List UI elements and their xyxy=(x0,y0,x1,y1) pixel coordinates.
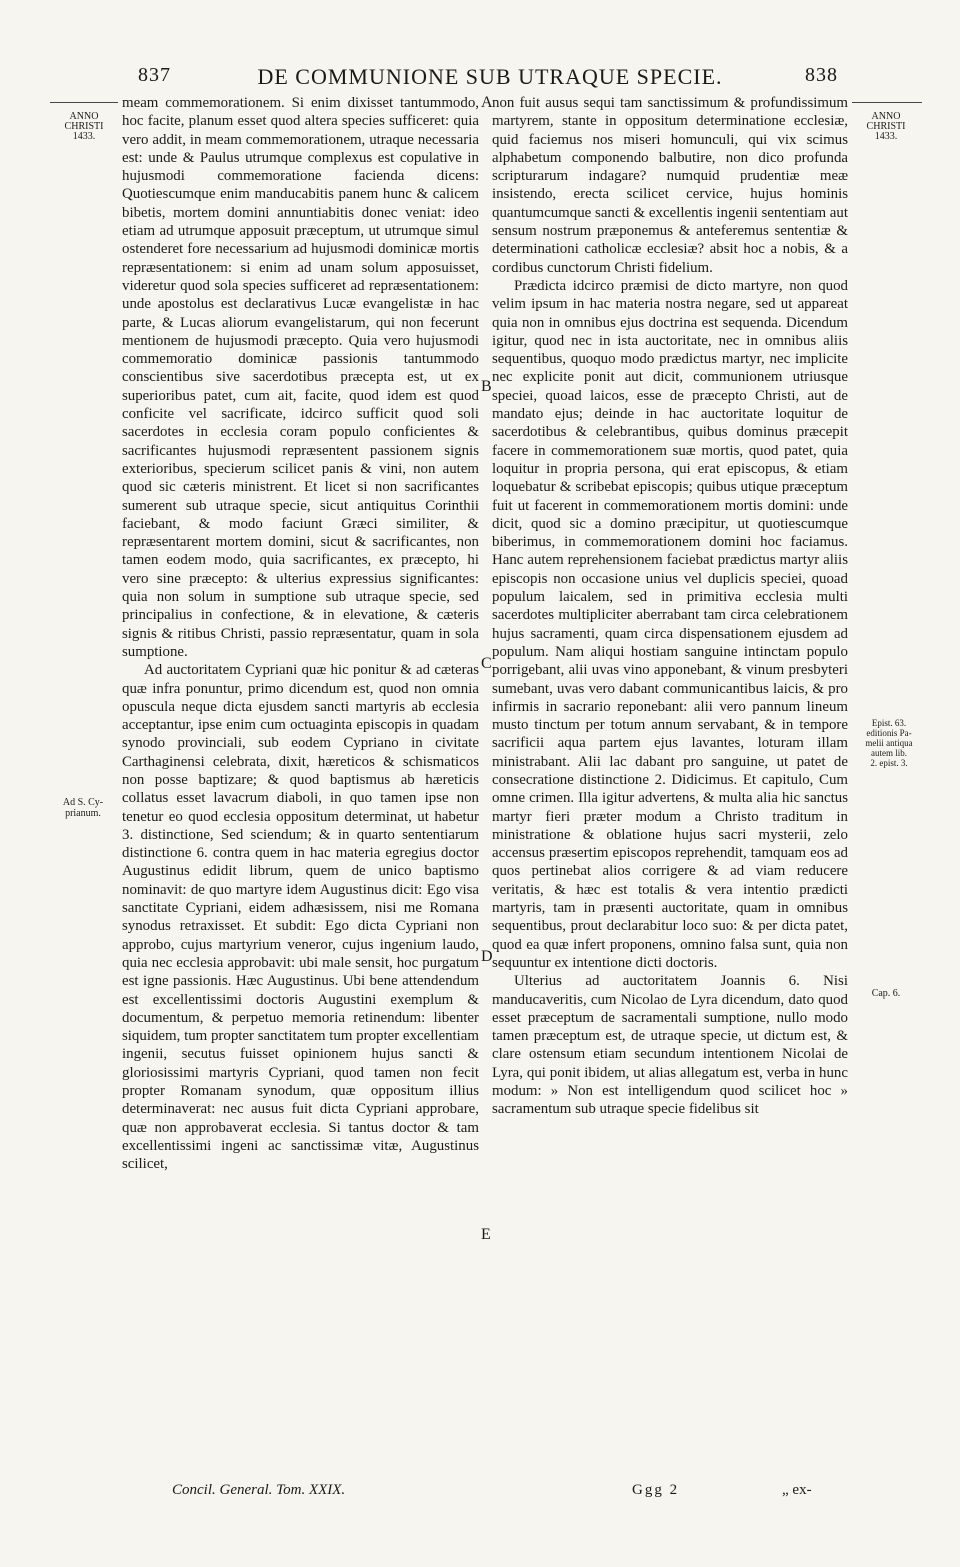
running-header xyxy=(130,64,850,90)
margin-note-line: Epist. 63. xyxy=(871,718,907,728)
anno-year: 1433. xyxy=(874,131,898,142)
section-mark-c: C xyxy=(481,655,492,672)
anno-christi-left xyxy=(56,112,112,142)
anno-year: 1433. xyxy=(72,131,96,142)
margin-note-cyprianum xyxy=(48,797,118,819)
paragraph: Prædicta idcirco præmisi de dicto martyre, non quod velim ipsum in hac materia nostra negare, sed ut appareat quia non in omnibus ejus doctrina est sequenda. Dicendum igitur, quod nec in ista auctoritate, nec in omnibus aliis sequentibus, quoquo modo prædictus martyr, nec implicite nec explicite ponit aut dicit, communionem utriusque speciei, quoad laicos, esse de præcepto Christi, aut de mandato ejus; deinde in hac auctoritate loquitur de sacerdotibus & celebrantibus, quibus dominus præcepit facere in commemorationem suæ mortis, quod patet, quia loquitur in propria persona, qui erat episcopus, & etiam loquebatur & scribebat episcopis; quibus utique præceptum fuit ut facerent in commemorationem mortis domini: unde dicit, quod sic a domino præcipitur, ut quotiescumque biberimus, in commemorationem domini hoc faciamus. Hanc autem reprehensionem faciebat prædictus martyr aliis episcopis non occasione unius vel duplicis speciei, quoad populum laicalem, sed in primitiva ecclesia multi sacerdotes multipliciter aberrabant tam circa celebrationem hujus sacramenti, quam circa dispensationem ejusdem ad populum. Nam aliqui hostiam sanguine intinctam populo porrigebant, alii uvas vino apponebant, & vinum presbyteri sumebant, uvas vero dabant communicantibus laicis, & pro infirmis in sacrario reponebant: alii vero pannum lineum musto tinctum per totum annum servabant, & in tempore sacrificii aqua partem ejus lavantes, loturam illam ministrabant. Alii lac dabant pro sanguine, ut patet de consecratione distinctione 2. Didicimus. Et capitulo, Cum omne crimen. Illa igitur advertens, & multa alia hic sanctus martyr fieri præter modum a Christo traditum in ministratione & oblatione hujus sacri mysterii, zelo accensus præsertim episcopos reprehendit, tamquam eos ad quos pertinebat alios corrigere & ad viam reducere veritatis, & hæc est totalis & vera intentio prædicti martyris, tam in præsenti auctoritate, quam in omnibus sequentibus, prout declarabitur loco suo: & per dicta patet, quod ea quæ infert proponens, omnino falsa sunt, quia non sequuntur ex intentione dicti doctoris. xyxy=(492,277,848,971)
anno-rule-right xyxy=(852,102,922,103)
margin-note-cap: Cap. 6. xyxy=(871,988,901,999)
section-mark-a: A xyxy=(481,94,493,111)
margin-note-line: autem lib. xyxy=(871,748,907,758)
left-column xyxy=(122,94,479,1174)
section-mark-e: E xyxy=(481,1226,491,1243)
margin-note-line: 2. epist. 3. xyxy=(870,758,908,768)
catchword: „ ex- xyxy=(782,1482,812,1498)
section-mark-b: B xyxy=(481,378,492,395)
page-number-right: 838 xyxy=(805,64,838,86)
paragraph: Ulterius ad auctoritatem Joannis 6. Nisi manducaveritis, cum Nicolao de Lyra dicendum, dato quod esset præceptum de sacramentali sumptione, nullo modo tamen præceptum est, de utraque specie, ut dictum est, & clare ostensum etiam secundum intentionem Nicolai de Lyra, qui ponit ibidem, ut alias allegatum est, verba in hunc modum: » Non est intelligendum quod scilicet hoc » sacramentum sub utraque specie fidelibus sit xyxy=(492,973,848,1118)
signature-right: Ggg 2 xyxy=(632,1482,680,1498)
section-mark-d: D xyxy=(481,948,493,965)
signature-left: Concil. General. Tom. XXIX. xyxy=(172,1482,346,1498)
anno-rule-left xyxy=(50,102,118,103)
margin-note-line: Ad S. Cy- xyxy=(62,797,104,808)
margin-note-line: editionis Pa- xyxy=(866,728,912,738)
margin-note-line: melii antiqua xyxy=(865,738,913,748)
anno-line: CHRISTI xyxy=(64,121,104,132)
anno-line: ANNO xyxy=(69,111,99,122)
right-column xyxy=(492,94,848,1119)
paragraph: Ad auctoritatem Cypriani quæ hic ponitur & ad cæteras quæ infra ponuntur, primo dicendum est, quod non omnia opuscula neque dicta ejusdem sancti martyris ab ecclesia acceptantur, ipse enim cum octuaginta episcopis in quadam synodo provinciali, sub eodem Cypriano in civitate Carthaginensi celebrata, dixit, hæreticos & schismaticos non posse baptizare; & quod baptismus ab hæreticis collatus esset lavacrum diaboli, in quo tamen ipse non tenetur eo quod ecclesia oppositum determinat, ut habetur 3. distinctione, Sed sciendum; & in quarto sententiarum distinctione 6. contra quem in hac materia egregius doctor Augustinus edidit librum, quem de unico baptismo nominavit: de quo martyre idem Augustinus dicit: Ego visa sanctitate Cypriani, eidem adhæsissem, nisi me Romana synodus retraxisset. Et subdit: Ego dicta Cypriani non approbo, cujus martyrium veneror, cujus ingenium laudo, quia nec ecclesia approbavit: ubi male sensit, hoc purgatum est igne passionis. Hæc Augustinus. Ubi bene attendendum est excellentissimi doctoris Augustini exemplum & documentum, & perpetuo memoria retinendum: libenter siquidem, tum propter sanctitatem tum propter excellentiam ingenii, secutus fuisset opinionem hujus sancti & gloriosissimi martyris Cypriani, quod tamen non fecit propter Romanam synodum, quæ oppositum illius determinaverat: nec ausus fuit dicta Cypriani approbare, quæ non approbaverat ecclesia. Si tantus doctor & tam excellentissimi ingeni ac sanctissimæ vitæ, Augustinus scilicet, xyxy=(122,662,479,1173)
anno-line: ANNO xyxy=(871,111,901,122)
running-title: DE COMMUNIONE SUB UTRAQUE SPECIE. xyxy=(257,64,723,89)
paragraph: non fuit ausus sequi tam sanctissimum & profundissimum martyrem, stante in oppositum determinatione ecclesiæ, quid faciemus nos miseri homunculi, qui vix scimus alphabetum componendo balbutire, non dico profunda scripturarum indagare? numquid prudentiæ meæ insistendo, erecta scilicet cervice, hujus hominis quantumcumque sancti & excellentis ingenii sententiam aut sensum nostrum præponemus & anteferemus sententiæ & determinationi catholicæ ecclesiæ? absit hoc a nobis, & a cordibus cunctorum Christi fidelium. xyxy=(492,95,848,276)
anno-christi-right xyxy=(858,112,914,142)
anno-line: CHRISTI xyxy=(866,121,906,132)
paragraph: meam commemorationem. Si enim dixisset tantummodo, hoc facite, planum esset quod altera species sufficeret: quia vero addit, in meam commemorationem, utraque necessaria est: unde & Paulus utrumque complexus est copulative in hujusmodi commemoratione facienda dicens: Quotiescumque enim manducabitis panem hunc & calicem bibetis, mortem domini annuntiabitis donec veniat: ideo etiam ad utrumque apposuit præceptum, ut utrumque simul ostenderet fore necessarium ad hujusmodi dominicæ mortis repræsentationem: si enim ad unam solum apposuisset, videretur quod sola species sufficeret ad repræsentationem: unde apostolus est declarativus Lucæ evangelistæ in hac parte, & Lucas aliorum evangelistarum, qui non fecerunt mentionem de hujusmodi præcepto. Quia vero hujusmodi commemoratio dominicæ passionis tantummodo conscientibus sive sacerdotibus præcepta est, ut ex superioribus patet, cum ait, facite, quod idem est quod conficite vel sacrificate, idcirco sufficit quod soli sacerdotes in ecclesia coram populo conficientes & sacrificantes hujusmodi repræsentent passionem signis exterioribus, specierum scilicet panis & vini, non autem quod sic cæteris ministrent. Et licet si non sacrificantes sumerent sub utraque specie, sicut antiquitus Corinthii faciebant, & modo faciunt Græci similiter, & repræsentarent mortem domini, sicut & sacrificantes, non tamen eodem modo, quia sacrificantes, ex præcepto, hi vero sine præcepto: & ulterius expressius significantes: quia non solum in sumptione sub utraque specie, sed principalius in confectione, & in elevatione, & cæteris signis & ritibus Christi, passio repræsentatur, quam in sola sumptione. xyxy=(122,95,479,660)
margin-note-epist xyxy=(853,718,925,768)
page-number-left: 837 xyxy=(138,64,171,86)
margin-note-line: prianum. xyxy=(65,808,101,819)
